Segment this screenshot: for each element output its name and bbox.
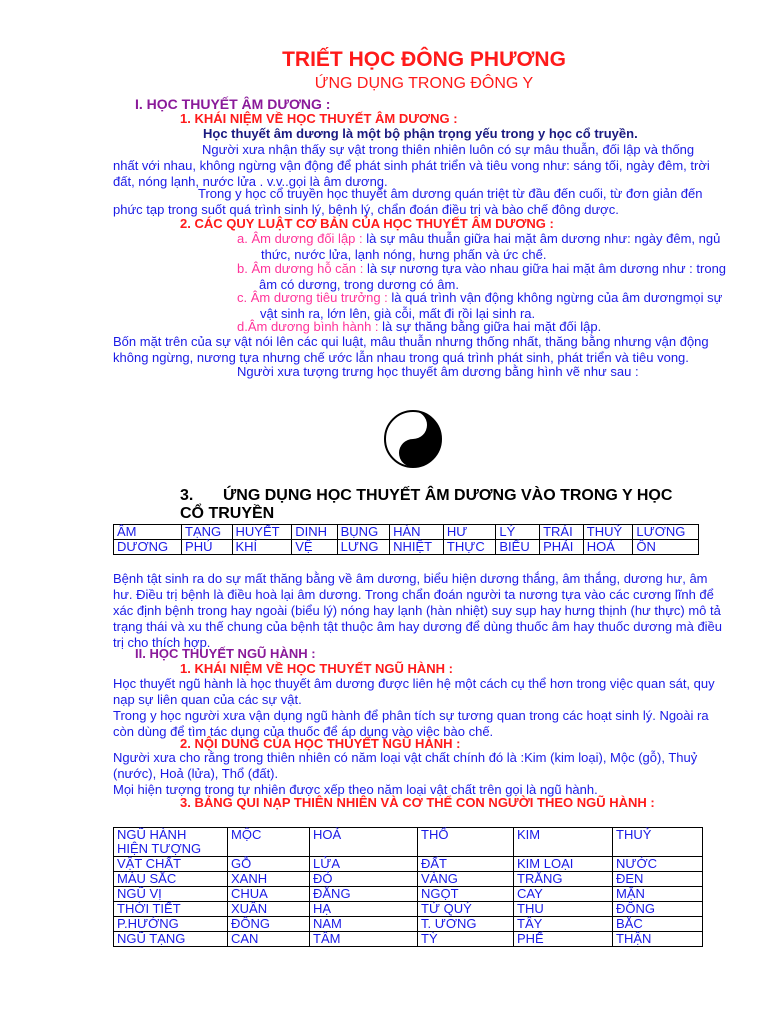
para5-line2: hư. Điều trị bệnh là điều hoà lại âm dương. Trong chẩn đoán người ta nương tựa vào các cương lĩnh để [113, 587, 714, 602]
section2-heading: II. HỌC THUYẾT NGŨ HÀNH : [135, 646, 316, 661]
para3-line2: không ngừng, nương tựa nhưng chế ước lẫn nhau trong quá trình phát sinh, phát triển và tiêu vong. [113, 350, 689, 365]
table-cell: ĐÔNG [228, 917, 310, 932]
table-cell: KIM LOẠI [514, 857, 613, 872]
section1-para4: Người xưa tượng trưng học thuyết âm dương bằng hình vẽ như sau : [237, 364, 639, 379]
table-cell: CAN [228, 932, 310, 947]
yin-yang-icon [383, 409, 443, 469]
section1-heading: I. HỌC THUYẾT ÂM DƯƠNG : [135, 96, 331, 112]
table-cell: LỬA [310, 857, 418, 872]
table-cell: T. ƯƠNG [418, 917, 514, 932]
table-cell: THUỶ [613, 828, 703, 857]
table-cell: VỆ [292, 540, 337, 555]
s2-para1-line1: Học thuyết ngũ hành là học thuyết âm dương được liên hệ một cách cụ thể hơn trong việc quan sát, quy [113, 676, 715, 691]
table-cell: HUYẾT [232, 525, 292, 540]
table-cell: BIỂU [496, 540, 540, 555]
table-cell: ĐÔNG [613, 902, 703, 917]
table-cell: VẬT CHẤT [114, 857, 228, 872]
table-cell: ĐEN [613, 872, 703, 887]
rule-b-text2: âm có dương, trong dương có âm. [259, 277, 459, 292]
rule-b [237, 261, 726, 293]
table-cell: MỘC [228, 828, 310, 857]
section1-para2 [113, 186, 702, 218]
table-cell: TRÁI [540, 525, 584, 540]
table-row [114, 828, 703, 857]
rule-c-label: c. Âm dương tiêu trưởng : [237, 290, 388, 305]
para2-line2: phức tạp trong suốt quá trình sinh lý, bệnh lý, chẩn đoán điều trị và bào chế đông dược. [113, 202, 619, 217]
rule-a-text: là sự mâu thuẫn giữa hai mặt âm dương như: ngày đêm, ngủ [362, 231, 721, 246]
section1-sub3-line2: CỔ TRUYỀN [180, 505, 275, 522]
s2-para1-line3: Trong y học người xưa vận dụng ngũ hành để phân tích sự tương quan trong các hoạt sinh lý. Ngoài ra [113, 708, 709, 723]
page-title: TRIẾT HỌC ĐÔNG PHƯƠNG [282, 48, 566, 71]
section2-para1 [113, 676, 715, 740]
para5-line1: Bệnh tật sinh ra do sự mất thăng bằng về âm dương, biểu hiện dương thắng, âm thắng, dương hư, âm [113, 571, 708, 586]
rule-c-text2: vật sinh ra, lớn lên, già cỗi, mất đi rồi lại sinh ra. [260, 306, 536, 321]
section2-para2 [113, 750, 697, 798]
para5-line4: trạng thái và xu thế chung của bệnh tật thuộc âm hay dương để dùng thuốc âm hay thuốc dương mà điều [113, 619, 723, 634]
s2-para2-line1: Người xưa cho rằng trong thiên nhiên có năm loại vật chất chính đó là :Kim (kim loại), Mộc (gỗ), Thuỷ [113, 750, 698, 765]
table-cell: THẬN [613, 932, 703, 947]
table-cell: NHIỆT [390, 540, 444, 555]
table-cell: HOẢ [583, 540, 633, 555]
rule-d-label: d.Âm dương bình hành : [237, 319, 379, 334]
table-cell: HẠ [310, 902, 418, 917]
table-cell: HÀN [390, 525, 444, 540]
para5-line5: trị cho thích hợp. [113, 635, 211, 650]
para3-line1: Bốn mặt trên của sự vật nói lên các qui luật, mâu thuẫn nhưng thống nhất, thăng bằng nhưng vận động [113, 334, 709, 349]
table-row [114, 932, 703, 947]
five-elements-table [113, 827, 703, 947]
table-cell: TÂY [514, 917, 613, 932]
s2-para1-line2: nạp sự liên quan của các sự vật. [113, 692, 302, 707]
section1-para3 [113, 334, 709, 366]
table-cell: NƯỚC [613, 857, 703, 872]
table-cell: P.HƯỚNG [114, 917, 228, 932]
table-cell: TRẮNG [514, 872, 613, 887]
table-cell: NAM [310, 917, 418, 932]
table-cell: MÀU SẮC [114, 872, 228, 887]
table-cell: KIM [514, 828, 613, 857]
table-cell: LÝ [496, 525, 540, 540]
section1-sub1: 1. KHÁI NIỆM VỀ HỌC THUYẾT ÂM DƯƠNG : [180, 111, 458, 126]
table-cell: BẮC [613, 917, 703, 932]
section1-sub3: ỨNG DỤNG HỌC THUYẾT ÂM DƯƠNG VÀO TRONG Y HỌC [223, 487, 673, 504]
table-cell: GỖ [228, 857, 310, 872]
para2-line1: Trong y học cổ truyền học thuyết âm dương quán triệt từ đầu đến cuối, từ đơn giản đến [198, 186, 703, 201]
table-cell: VÀNG [418, 872, 514, 887]
table-cell: TỲ [418, 932, 514, 947]
table-cell: PHẾ [514, 932, 613, 947]
s2-para2-line3: Mọi hiện tượng trong tự nhiên được xếp theo năm loại vật chất trên gọi là ngũ hành. [113, 782, 598, 797]
yin-yang-table [113, 524, 699, 555]
para1-line1: Người xưa nhận thấy sự vật trong thiên nhiên luôn có sự mâu thuẫn, đối lập và thống [202, 142, 695, 157]
table-cell: CAY [514, 887, 613, 902]
table-cell: NGŨ TẠNG [114, 932, 228, 947]
table-row [114, 917, 703, 932]
table-cell: XANH [228, 872, 310, 887]
table-cell: XUÂN [228, 902, 310, 917]
table-cell: KHÍ [232, 540, 292, 555]
section1-para5 [113, 571, 722, 651]
table-cell: MẶN [613, 887, 703, 902]
table-row [114, 872, 703, 887]
section1-sub2: 2. CÁC QUY LUẬT CƠ BẢN CỦA HỌC THUYẾT ÂM DƯƠNG : [180, 216, 554, 231]
table-cell: HƯ [443, 525, 495, 540]
section1-lead: Học thuyết âm dương là một bộ phận trọng yếu trong y học cổ truyền. [203, 126, 638, 141]
section1-para1 [113, 142, 710, 190]
rule-a-label: a. Âm dương đối lập : [237, 231, 363, 246]
table-row [114, 857, 703, 872]
table-row [114, 540, 699, 555]
rule-a-text2: thức, nước lửa, lạnh nóng, hưng phấn và ức chế. [261, 247, 547, 262]
table-cell: THỰC [443, 540, 495, 555]
section2-sub3: 3. BẢNG QUI NẠP THIÊN NHIÊN VÀ CƠ THỂ CON NGƯỜI THEO NGŨ HÀNH : [180, 795, 655, 810]
table-cell: ĐỎ [310, 872, 418, 887]
table-row [114, 887, 703, 902]
rule-c [237, 290, 722, 322]
table-cell: LƯNG [337, 540, 389, 555]
s2-para2-line2: (nước), Hoả (lửa), Thổ (đất). [113, 766, 279, 781]
table-cell: PHẢI [540, 540, 584, 555]
rule-d-text: là sự thăng bằng giữa hai mặt đối lập. [378, 319, 602, 334]
table-cell: ÂM [114, 525, 182, 540]
table-cell: LƯƠNG [633, 525, 699, 540]
table-cell: ĐẮNG [310, 887, 418, 902]
section1-sub3-num: 3. [180, 487, 194, 504]
rule-c-text: là quá trình vận động không ngừng của âm dươngmọi sự [387, 290, 723, 305]
table-cell: TÂM [310, 932, 418, 947]
table-cell: ĐẤT [418, 857, 514, 872]
rule-d [237, 319, 601, 335]
table-cell: THUỶ [583, 525, 633, 540]
section2-sub1: 1. KHÁI NIỆM VỀ HỌC THUYẾT NGŨ HÀNH : [180, 661, 454, 676]
table-cell: TẠNG [182, 525, 232, 540]
table-row [114, 902, 703, 917]
rule-a [237, 231, 720, 263]
para1-line2: nhất với nhau, không ngừng vận động để phát sinh phát triển và tiêu vong như: sáng tối, ngày đêm, trời [113, 158, 710, 173]
section2-sub2: 2. NỘI DUNG CỦA HỌC THUYẾT NGŨ HÀNH : [180, 736, 461, 751]
para5-line3: xác định bệnh trong hay ngoài (biểu lý) nóng hay lạnh (hàn nhiệt) suy sụp hay hưng thịnh (hư thực) mô tả [113, 603, 721, 618]
table-cell: CHUA [228, 887, 310, 902]
table-cell: TỨ QUÝ [418, 902, 514, 917]
rule-b-label: b. Âm dương hỗ căn : [237, 261, 364, 276]
table-cell: DINH [292, 525, 337, 540]
s2-para1-line4: còn dùng để tìm tác dụng của thuốc để áp dụng vào việc bào chế. [113, 724, 494, 739]
table-cell: NGŨ HÀNH HIỆN TƯỢNG [114, 828, 228, 857]
table-cell: PHỦ [182, 540, 232, 555]
table-cell: THU [514, 902, 613, 917]
table-cell: NGỌT [418, 887, 514, 902]
table-cell: BỤNG [337, 525, 389, 540]
table-cell: THỔ [418, 828, 514, 857]
table-cell: ÔN [633, 540, 699, 555]
page-subtitle: ỨNG DỤNG TRONG ĐÔNG Y [314, 75, 534, 92]
table-cell: NGŨ VỊ [114, 887, 228, 902]
table-cell: HOẢ [310, 828, 418, 857]
table-cell: DƯƠNG [114, 540, 182, 555]
table-cell: THỜI TIẾT [114, 902, 228, 917]
rule-b-text: là sự nương tựa vào nhau giữa hai mặt âm dương như : trong [363, 261, 727, 276]
para1-line3: đất, nóng lạnh, nước lửa . v.v..gọi là âm dương. [113, 174, 388, 189]
table-row [114, 525, 699, 540]
